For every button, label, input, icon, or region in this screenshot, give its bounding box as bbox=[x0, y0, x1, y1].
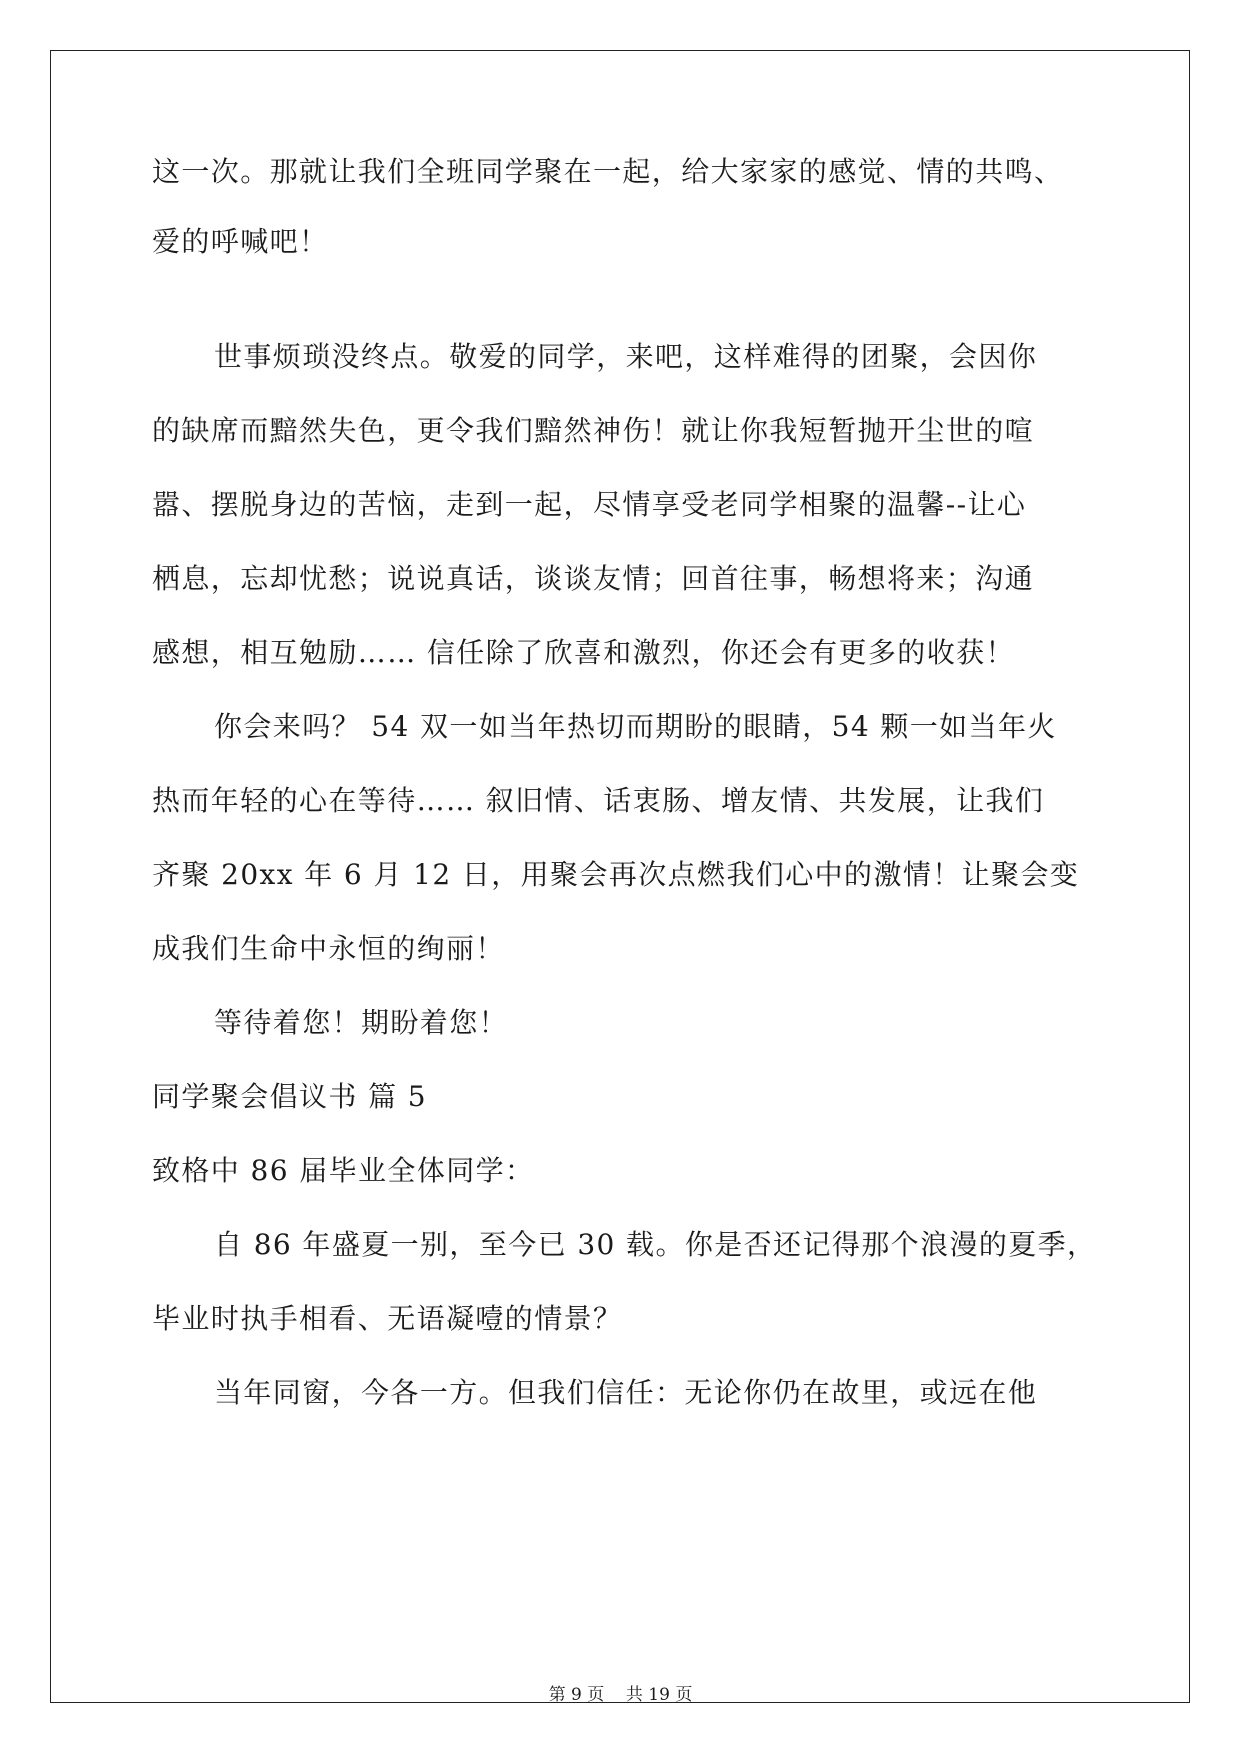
salutation: 致格中 86 届毕业全体同学： bbox=[152, 1154, 535, 1187]
text-line: 成我们生命中永恒的绚丽！ bbox=[152, 932, 505, 965]
text-line: 齐聚 20xx 年 6 月 12 日，用聚会再次点燃我们心中的激情！让聚会变 bbox=[152, 858, 1080, 891]
section-heading: 同学聚会倡议书 篇 5 bbox=[152, 1080, 428, 1113]
text-line: 这一次。那就让我们全班同学聚在一起，给大家家的感觉、情的共鸣、 bbox=[152, 155, 1064, 188]
text-line: 嚣、摆脱身边的苦恼，走到一起，尽情享受老同学相聚的温馨--让心 bbox=[152, 488, 1027, 521]
text-line: 感想，相互勉励…… 信任除了欣喜和激烈，你还会有更多的收获！ bbox=[152, 636, 1015, 669]
text-line: 爱的呼喊吧！ bbox=[152, 225, 329, 258]
paragraph-start-line: 当年同窗，今各一方。但我们信任：无论你仍在故里，或远在他 bbox=[214, 1376, 1038, 1409]
paragraph-start-line: 世事烦琐没终点。敬爱的同学，来吧，这样难得的团聚，会因你 bbox=[214, 340, 1038, 373]
text-line: 的缺席而黯然失色，更令我们黯然神伤！就让你我短暂抛开尘世的喧 bbox=[152, 414, 1035, 447]
page-number-footer: 第 9 页 共 19 页 bbox=[548, 1685, 693, 1705]
paragraph-start-line: 你会来吗？ 54 双一如当年热切而期盼的眼睛，54 颗一如当年火 bbox=[214, 710, 1057, 743]
text-line: 热而年轻的心在等待…… 叙旧情、话衷肠、增友情、共发展，让我们 bbox=[152, 784, 1045, 817]
text-line: 栖息，忘却忧愁；说说真话，谈谈友情；回首往事，畅想将来；沟通 bbox=[152, 562, 1035, 595]
paragraph-start-line: 自 86 年盛夏一别，至今已 30 载。你是否还记得那个浪漫的夏季， bbox=[214, 1228, 1097, 1261]
paragraph-start-line: 等待着您！期盼着您！ bbox=[214, 1006, 509, 1039]
text-line: 毕业时执手相看、无语凝噎的情景？ bbox=[152, 1302, 623, 1335]
